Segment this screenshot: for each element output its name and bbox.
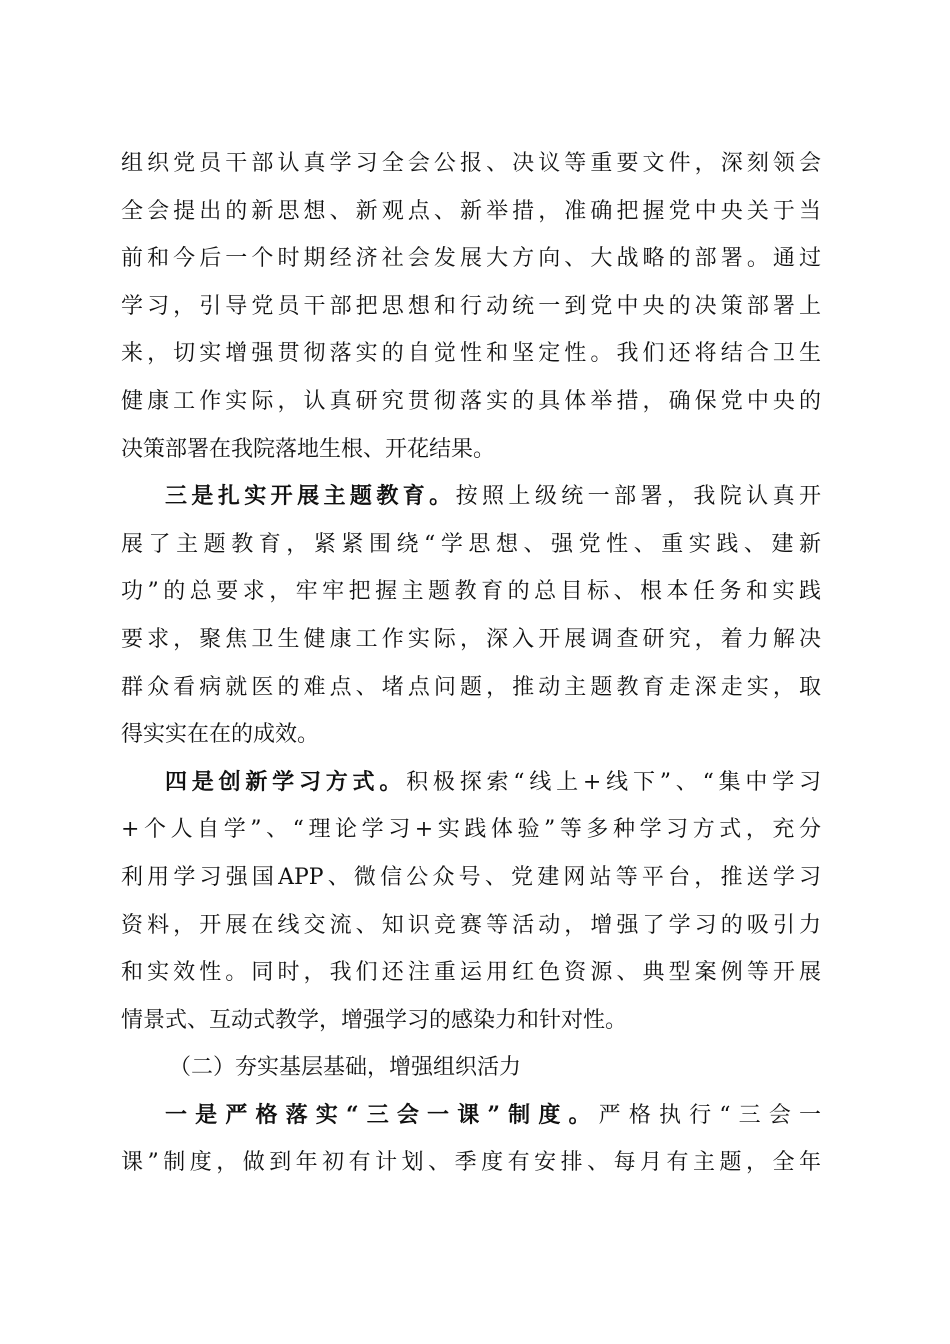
paragraph-line: [121, 759, 821, 807]
paragraph-1: [121, 140, 821, 473]
paragraph-line: 功”的总要求，牢牢把握主题教育的总目标、根本任务和实践: [121, 579, 821, 605]
paragraph-2: [121, 473, 821, 759]
paragraph-text: 积极探索“线上+线下”、“集中学习: [406, 769, 821, 795]
paragraph-line: 前和今后一个时期经济社会发展大方向、大战略的部署。通过: [121, 246, 821, 272]
paragraph-line: 来，切实增强贯彻落实的自觉性和坚定性。我们还将结合卫生: [121, 341, 821, 367]
document-body: [121, 140, 821, 1187]
paragraph-line: 课”制度，做到年初有计划、季度有安排、每月有主题，全年: [121, 1150, 821, 1176]
paragraph-line: 展了主题教育，紧紧围绕“学思想、强党性、重实践、建新: [121, 531, 821, 557]
paragraph-3: [121, 759, 821, 1045]
paragraph-line: 全会提出的新思想、新观点、新举措，准确把握党中央关于当: [121, 198, 821, 224]
paragraph-line: 群众看病就医的难点、堵点问题，推动主题教育走深走实，取: [121, 674, 821, 700]
paragraph-line: 决策部署在我院落地生根、开花结果。: [121, 436, 496, 462]
paragraph-line: 要求，聚焦卫生健康工作实际，深入开展调查研究，着力解决: [121, 626, 821, 652]
paragraph-line: [121, 1092, 821, 1140]
paragraph-line: 情景式、互动式教学，增强学习的感染力和针对性。: [121, 1007, 628, 1033]
paragraph-line: 和实效性。同时，我们还注重运用红色资源、典型案例等开展: [121, 960, 821, 986]
paragraph-line: [121, 473, 821, 521]
paragraph-line: 学习，引导党员干部把思想和行动统一到党中央的决策部署上: [121, 293, 821, 319]
paragraph-text: 严格执行“三会一: [598, 1102, 821, 1128]
paragraph-line: 得实实在在的成效。: [121, 722, 320, 748]
paragraph-4: [121, 1092, 821, 1187]
paragraph-lead: 四是创新学习方式。: [165, 768, 407, 795]
section-heading: （二）夯实基层基础，增强组织活力: [169, 1055, 522, 1081]
paragraph-lead: 三是扎实开展主题教育。: [165, 483, 456, 510]
paragraph-lead: 一是严格落实“三会一课”制度。: [165, 1101, 599, 1128]
paragraph-line: 健康工作实际，认真研究贯彻落实的具体举措，确保党中央的: [121, 388, 821, 414]
paragraph-text: 按照上级统一部署，我院认真开: [455, 484, 821, 510]
paragraph-line: +个人自学”、“理论学习+实践体验”等多种学习方式，充分: [121, 817, 821, 843]
paragraph-line: 资料，开展在线交流、知识竞赛等活动，增强了学习的吸引力: [121, 912, 821, 938]
paragraph-line: 利用学习强国APP、微信公众号、党建网站等平台，推送学习: [121, 864, 821, 890]
paragraph-line: 组织党员干部认真学习全会公报、决议等重要文件，深刻领会: [121, 151, 821, 176]
